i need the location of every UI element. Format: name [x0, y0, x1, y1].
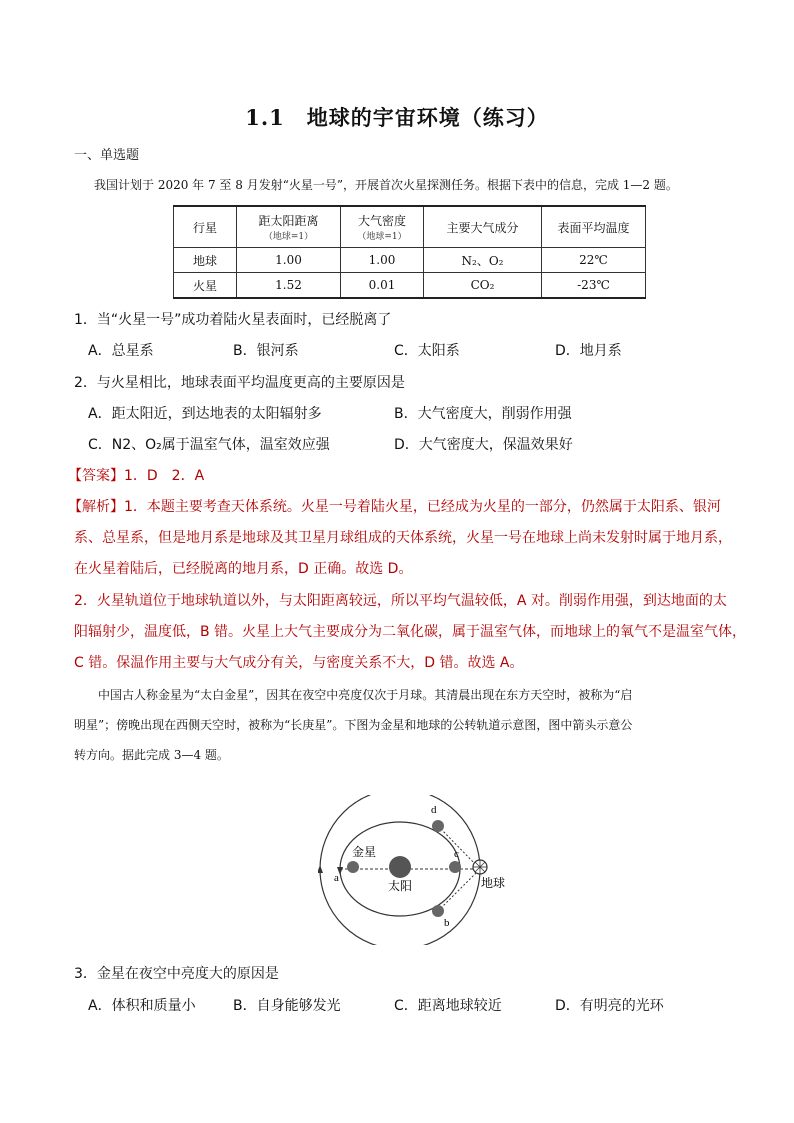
answer-line: [68, 465, 204, 485]
venus-position-c: [449, 861, 461, 873]
analysis-line-5: 阳辐射少，温度低，B 错。火星上大气主要成分为二氧化碳，属于温室气体，而地球上的氧气不是温室气体，: [74, 624, 747, 640]
q2-option-c: C．N2、O₂属于温室气体，温室效应强: [88, 437, 330, 453]
intro-text-2-line-2: 明星”；傍晚出现在西侧天空时，被称为“长庚星”。下图为金星和地球的公转轨道示意图，图中箭头示意公: [74, 718, 633, 732]
table-cell: 地球: [174, 248, 237, 273]
sun-label: 太阳: [388, 879, 413, 893]
venus-position-b: [432, 905, 444, 917]
q3-option-c: C．距离地球较近: [394, 998, 502, 1014]
intro-text-1: 我国计划于 2020 年 7 至 8 月发射“火星一号”，开展首次火星探测任务。根据下表中的信息，完成 1—2 题。: [94, 178, 678, 192]
q2-option-b: B．大气密度大，削弱作用强: [394, 406, 572, 422]
table-cell: 1.00: [341, 248, 424, 273]
analysis-line-4: 2．火星轨道位于地球轨道以外，与太阳距离较远，所以平均气温较低，A 对。削弱作用强，到达地面的太: [74, 593, 727, 609]
table-cell: 22℃: [542, 248, 646, 273]
orbit-diagram: [318, 795, 518, 945]
q3-option-b: B．自身能够发光: [233, 998, 341, 1014]
table-cell: 1.52: [237, 273, 341, 299]
table-row: [174, 248, 646, 273]
question-2-stem: 2．与火星相比，地球表面平均温度更高的主要原因是: [74, 375, 405, 391]
point-label-a: a: [334, 872, 339, 884]
intro-text-2-line-3: 转方向。据此完成 3—4 题。: [74, 748, 229, 762]
question-3-stem: 3．金星在夜空中亮度大的原因是: [74, 966, 279, 982]
point-label-b: b: [444, 917, 450, 929]
q1-option-a: A．总星系: [88, 343, 154, 359]
q1-option-c: C．太阳系: [394, 343, 460, 359]
table-header-cell: 距太阳距离 （地球=1）: [237, 206, 341, 248]
intro-text-2-line-1: 中国古人称金星为“太白金星”，因其在夜空中亮度仅次于月球。其清晨出现在东方天空时，被称为“启: [98, 688, 633, 702]
table-row: [174, 273, 646, 299]
analysis-line-3: 在火星着陆后，已经脱离的地月系，D 正确。故选 D。: [74, 561, 413, 577]
q3-option-a: A．体积和质量小: [88, 998, 196, 1014]
analysis-tag: 【解析】: [68, 499, 124, 515]
analysis-line-6: C 错。保温作用主要与大气成分有关，与密度关系不大，D 错。故选 A。: [74, 655, 524, 671]
answer-tag: 【答案】: [68, 468, 124, 484]
analysis-line-1: 【解析】1．本题主要考查天体系统。火星一号着陆火星，已经成为火星的一部分，仍然属于太阳系、银河: [68, 499, 721, 515]
sun-icon: [389, 856, 411, 878]
table-cell: CO₂: [424, 273, 542, 299]
table-header-cell: 表面平均温度: [542, 206, 646, 248]
venus-position-d: [432, 820, 444, 832]
section-heading: 一、单选题: [74, 148, 140, 163]
q2-option-a: A．距太阳近，到达地表的太阳辐射多: [88, 406, 322, 422]
q1-option-b: B．银河系: [233, 343, 299, 359]
answer-text: 1．D 2．A: [124, 468, 205, 484]
table-cell: 火星: [174, 273, 237, 299]
point-label-c: c: [454, 848, 459, 860]
point-label-d: d: [431, 804, 437, 816]
table-cell: 1.00: [237, 248, 341, 273]
table-header-cell: 行星: [174, 206, 237, 248]
analysis-line-2: 系、总星系，但是地月系是地球及其卫星月球组成的天体系统，火星一号在地球上尚未发射时属于地月系，: [74, 530, 732, 546]
table-header-cell: 主要大气成分: [424, 206, 542, 248]
page-title: 1.1 地球的宇宙环境（练习）: [245, 105, 549, 130]
table-header-row: [174, 206, 646, 248]
venus-position-a: [347, 861, 359, 873]
table-cell: -23℃: [542, 273, 646, 299]
earth-label: 地球: [481, 876, 506, 890]
venus-label: 金星: [352, 845, 377, 859]
q1-option-d: D．地月系: [555, 343, 622, 359]
planet-table: [173, 205, 646, 299]
table-cell: N₂、O₂: [424, 248, 542, 273]
table-header-cell: 大气密度 （地球=1）: [341, 206, 424, 248]
q3-option-d: D．有明亮的光环: [555, 998, 664, 1014]
question-1-stem: 1．当“火星一号”成功着陆火星表面时，已经脱离了: [74, 312, 392, 328]
table-cell: 0.01: [341, 273, 424, 299]
q2-option-d: D．大气密度大，保温效果好: [394, 437, 573, 453]
